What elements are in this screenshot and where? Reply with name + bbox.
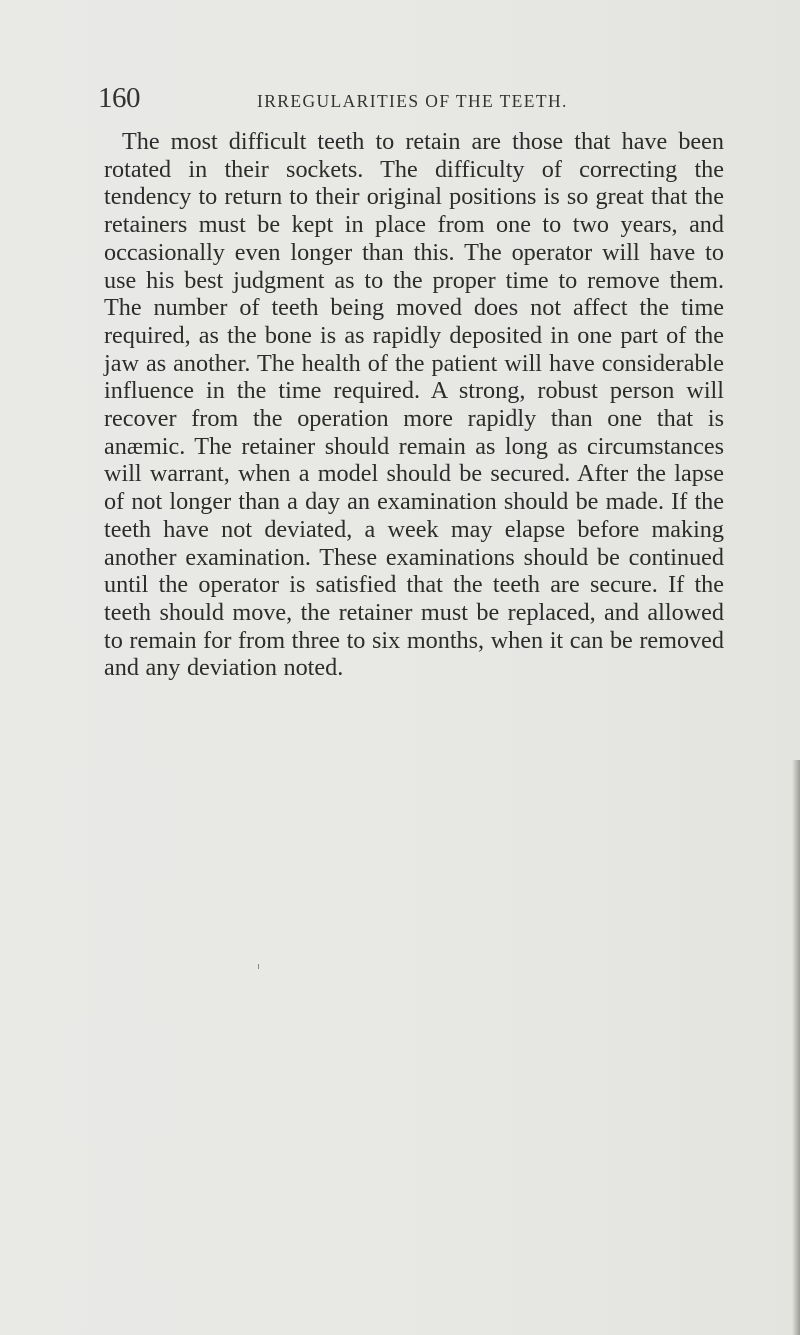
- running-title: IRREGULARITIES OF THE TEETH.: [257, 91, 568, 111]
- running-head: [98, 82, 718, 122]
- page-number: 160: [98, 82, 140, 114]
- body-paragraph: The most difficult teeth to retain are those that have been rotated in their sockets. The difficulty of correcting the tendency to return to their original positions is so great that the retainers must be kept in place from one to two years, and occasionally even longer than this. The operator will have to use his best judgment as to the proper time to remove them. The number of teeth being moved does not affect the time required, as the bone is as rapidly deposited in one part of the jaw as another. The health of the patient will have considerable influence in the time required. A strong, robust person will recover from the operation more rapidly than one that is anæmic. The retainer should remain as long as circumstances will warrant, when a model should be secured. After the lapse of not longer than a day an examination should be made. If the teeth have not deviated, a week may elapse before making another examination. These examinations should be continued until the operator is satisfied that the teeth are secure. If the teeth should move, the retainer must be replaced, and allowed to remain for from three to six months, when it can be removed and any deviation noted.: [104, 128, 724, 682]
- stray-mark: [258, 964, 259, 969]
- page-edge-shadow: [792, 760, 800, 1335]
